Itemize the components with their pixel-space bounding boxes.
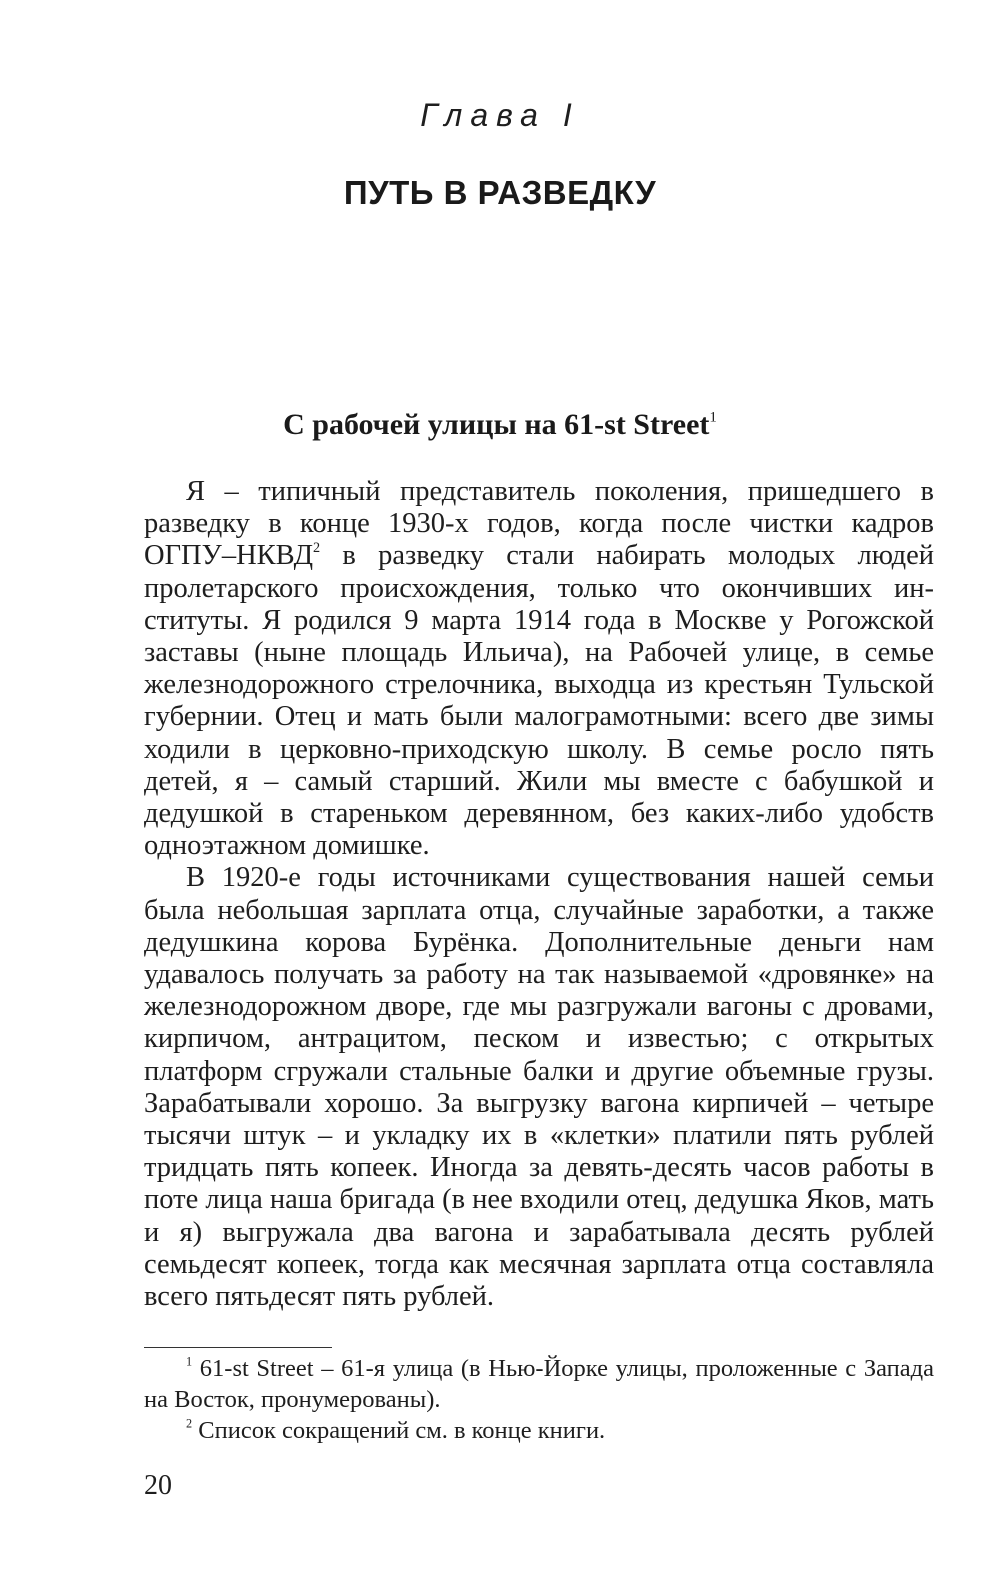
section-title-text: С рабочей улицы на 61-st Street <box>283 408 710 441</box>
paragraph-1-part-1: Я – типичный представитель поколения, пришедшего в разведку в конце 1930-х годов, когда после чистки кадров ОГПУ–НКВД <box>144 476 934 572</box>
footnote-1-text: 61-st Street – 61-я улица (в Нью-Йорке улицы, проложенные с Запада на Восток, пронумерованы). <box>144 1355 934 1413</box>
paragraph-1 <box>144 476 934 862</box>
paragraph-1-part-2: в разведку стали набирать молодых людей пролетарского происхождения, только что окончивших институты. Я родился 9 марта 1914 года в Москве у Рогожской заставы (ныне площадь Ильича), на Рабочей улице, в семье железнодорожного стрелочника, выходца из крестьян Тульской губернии. Отец и мать были малограмотными: всего две зимы ходили в церковно-приходскую школу. В семье росло пять детей, я – самый старший. Жили мы вместе с бабушкой и дедушкой в стареньком деревянном, без каких-либо удобств одноэтажном домишке. <box>144 540 934 862</box>
footnote-1 <box>144 1353 934 1415</box>
footnotes <box>144 1353 934 1446</box>
footnote-2-mark: 2 <box>186 1416 193 1431</box>
footnote-1-mark: 1 <box>186 1354 193 1369</box>
chapter-label: Глава I <box>420 97 580 133</box>
footnote-2 <box>144 1415 934 1446</box>
body-text <box>144 476 934 1313</box>
section-title <box>0 408 1000 442</box>
footnote-ref-1: 1 <box>709 409 717 426</box>
footnote-2-text: Список сокращений см. в конце книги. <box>192 1417 606 1444</box>
footnote-ref-2: 2 <box>313 540 321 557</box>
page-number: 20 <box>144 1470 172 1501</box>
paragraph-2: В 1920-е годы источниками существования нашей семьи была небольшая зарплата отца, случайные заработки, а также дедушкина корова Бурёнка. Дополнительные деньги нам удавалось получать за работу на так называемой «дровянке» на железнодорожном дворе, где мы разгружали вагоны с дровами, кирпичом, антрацитом, песком и известью; с открытых платформ сгружали стальные балки и другие объемные грузы. Зарабатывали хорошо. За выгрузку вагона кирпичей – четыре тысячи штук – и укладку их в «клетки» платили пять рублей тридцать пять копеек. Иногда за девять-десять часов работы в поте лица наша бригада (в нее входили отец, дедушка Яков, мать и я) выгружала два вагона и зарабатывала десять рублей семьдесят копеек, тогда как месячная зарплата отца составляла всего пятьдесят пять рублей. <box>144 862 934 1313</box>
chapter-title: ПУТЬ В РАЗВЕДКУ <box>343 174 657 211</box>
footnote-separator <box>144 1347 332 1348</box>
